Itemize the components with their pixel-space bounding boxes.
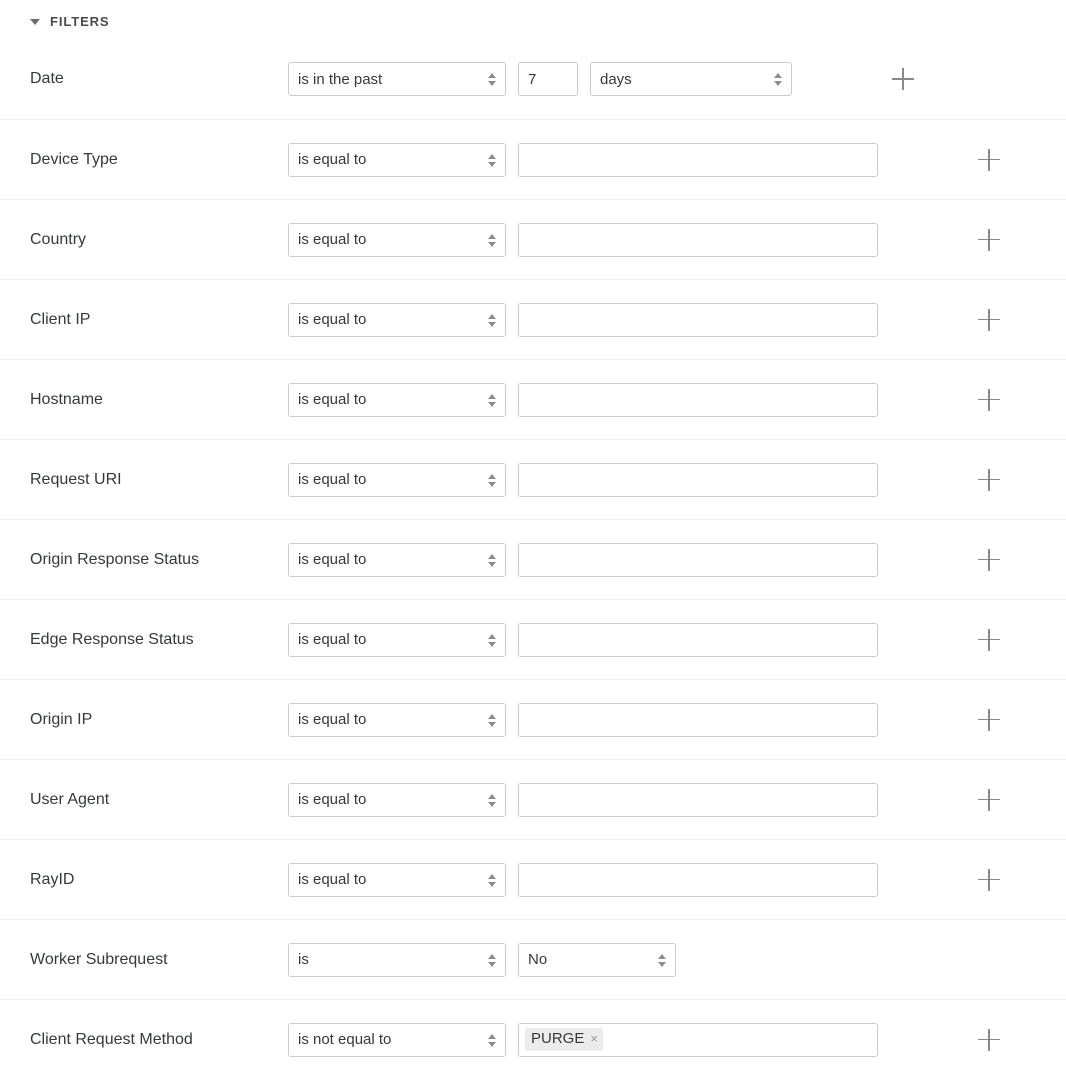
filter-row [0,519,1066,599]
plus-icon[interactable] [978,629,1000,651]
filter-operator-select[interactable] [288,863,506,897]
plus-icon[interactable] [978,469,1000,491]
filter-value-select-wrapper [518,943,676,977]
filter-controls [288,1023,1066,1057]
filter-row [0,599,1066,679]
filter-row [0,279,1066,359]
filter-rows [0,39,1066,1079]
filter-operator-select[interactable] [288,223,506,257]
filter-operator-select-wrapper [288,223,506,257]
filter-label: User Agent [30,790,110,808]
filter-label: Origin Response Status [30,550,199,568]
filter-value-input[interactable] [518,703,878,737]
plus-icon[interactable] [978,389,1000,411]
filter-value-input[interactable] [518,303,878,337]
plus-icon[interactable] [978,789,1000,811]
filter-controls [288,62,1066,96]
plus-icon[interactable] [978,709,1000,731]
filter-value-input[interactable] [518,463,878,497]
filter-label: Device Type [30,150,118,168]
filter-label: Client Request Method [30,1030,193,1048]
filter-operator-select-wrapper [288,1023,506,1057]
filter-operator-select[interactable] [288,383,506,417]
filter-tag-label: PURGE [531,1030,585,1047]
filter-operator-select-wrapper [288,943,506,977]
filter-row [0,839,1066,919]
filter-label: Date [30,70,64,87]
plus-icon[interactable] [978,309,1000,331]
filter-controls [288,143,1066,177]
filter-operator-select-wrapper [288,463,506,497]
filter-controls [288,223,1066,257]
filter-label: Country [30,230,87,248]
filter-number-input[interactable] [518,62,578,96]
filters-header[interactable] [0,0,1066,39]
filter-operator-select[interactable] [288,703,506,737]
filter-row [0,39,1066,119]
filter-label: Origin IP [30,710,93,728]
filter-value-input[interactable] [518,543,878,577]
filter-unit-select-wrapper [590,62,792,96]
filter-operator-select-wrapper [288,383,506,417]
filter-controls [288,543,1066,577]
filter-controls [288,783,1066,817]
filter-tag [525,1028,603,1051]
plus-icon[interactable] [978,149,1000,171]
filter-operator-select[interactable] [288,783,506,817]
filter-row [0,999,1066,1079]
filter-operator-select[interactable] [288,623,506,657]
filter-controls [288,943,1066,977]
filter-value-input[interactable] [518,383,878,417]
filter-label: Request URI [30,470,122,488]
filter-row [0,359,1066,439]
remove-tag-icon[interactable]: × [590,1031,598,1046]
plus-icon[interactable] [978,549,1000,571]
filter-unit-select[interactable] [590,62,792,96]
filter-label: Client IP [30,310,91,328]
plus-icon[interactable] [978,869,1000,891]
filter-row [0,199,1066,279]
filter-operator-select-wrapper [288,143,506,177]
plus-icon[interactable] [978,1029,1000,1051]
filter-label: Hostname [30,390,103,408]
filter-value-input[interactable] [518,223,878,257]
caret-down-icon[interactable] [30,19,40,25]
filter-operator-select-wrapper [288,543,506,577]
filter-operator-select-wrapper [288,62,506,96]
filter-label: Worker Subrequest [30,950,168,968]
plus-icon[interactable] [892,68,914,90]
filter-operator-select-wrapper [288,303,506,337]
filter-operator-select[interactable] [288,143,506,177]
filter-row [0,119,1066,199]
filter-value-input[interactable] [518,783,878,817]
filters-title: FILTERS [50,14,110,29]
filter-operator-select-wrapper [288,783,506,817]
filter-operator-select[interactable] [288,463,506,497]
filter-controls [288,863,1066,897]
filter-controls [288,703,1066,737]
filter-row [0,759,1066,839]
filter-operator-select-wrapper [288,623,506,657]
filter-value-select[interactable] [518,943,676,977]
filter-row [0,439,1066,519]
filter-value-input[interactable] [518,143,878,177]
filter-value-input[interactable] [518,863,878,897]
filter-tag-input[interactable] [518,1023,878,1057]
filter-controls [288,623,1066,657]
filter-operator-select[interactable] [288,943,506,977]
filter-operator-select-wrapper [288,863,506,897]
filter-controls [288,383,1066,417]
filter-operator-select[interactable] [288,303,506,337]
filter-controls [288,303,1066,337]
filter-label: Edge Response Status [30,630,194,648]
filter-row [0,679,1066,759]
filter-row [0,919,1066,999]
filter-operator-select[interactable] [288,1023,506,1057]
filter-label: RayID [30,870,75,888]
filter-value-input[interactable] [518,623,878,657]
filter-operator-select[interactable] [288,543,506,577]
filter-operator-select[interactable] [288,62,506,96]
plus-icon[interactable] [978,229,1000,251]
filter-operator-select-wrapper [288,703,506,737]
filter-controls [288,463,1066,497]
